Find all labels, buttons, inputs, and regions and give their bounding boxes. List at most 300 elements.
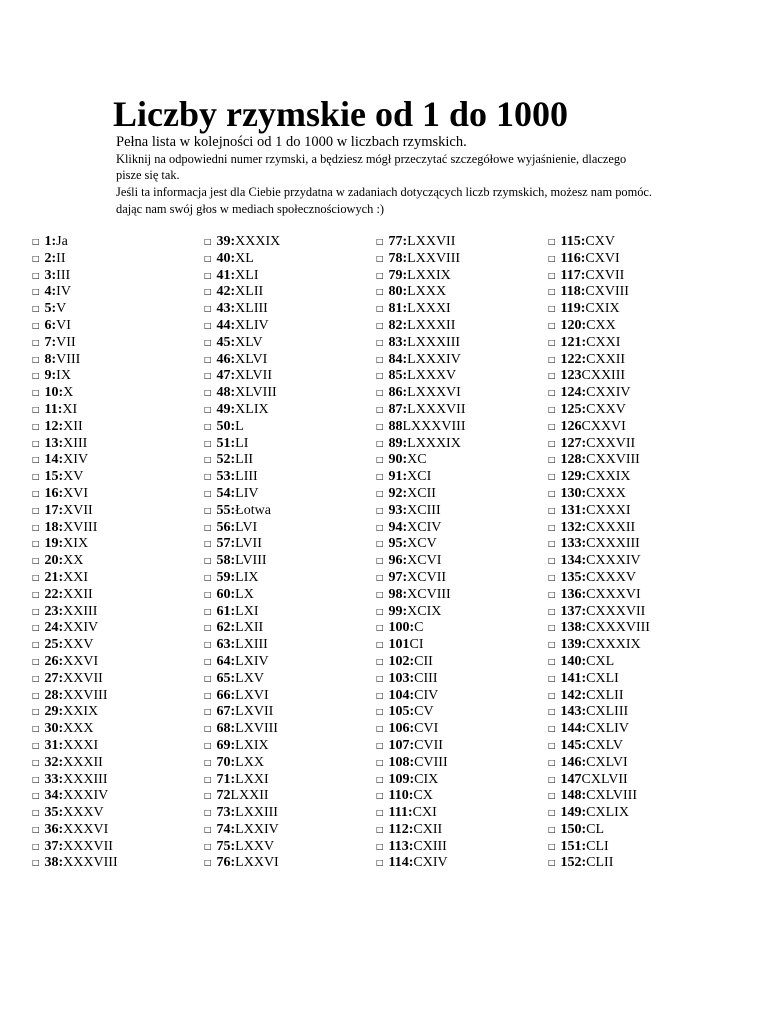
numeral-entry[interactable]	[32, 553, 118, 570]
roman-numeral-link[interactable]: CXLVIII	[586, 788, 637, 804]
numeral-entry[interactable]	[376, 469, 466, 486]
numeral-entry[interactable]	[548, 671, 650, 688]
roman-numeral-link[interactable]: XC	[407, 452, 427, 468]
numeral-entry[interactable]	[548, 570, 650, 587]
roman-numeral-link[interactable]: XLIX	[235, 401, 269, 417]
roman-numeral-link[interactable]: LXXVII	[407, 234, 456, 249]
numeral-entry[interactable]	[376, 436, 466, 453]
roman-numeral-link[interactable]: XXXIII	[63, 771, 108, 787]
roman-numeral-link[interactable]: XXVII	[63, 670, 103, 686]
numeral-entry[interactable]	[376, 721, 466, 738]
numeral-entry[interactable]	[204, 335, 280, 352]
roman-numeral-link[interactable]: XLV	[235, 334, 263, 350]
numeral-entry[interactable]	[376, 419, 466, 436]
roman-numeral-link[interactable]: XXVIII	[63, 687, 108, 703]
numeral-entry[interactable]	[376, 654, 466, 671]
numeral-entry[interactable]	[376, 570, 466, 587]
numeral-entry[interactable]	[548, 688, 650, 705]
numeral-entry[interactable]	[548, 301, 650, 318]
numeral-entry[interactable]	[204, 604, 280, 621]
numeral-entry[interactable]	[204, 839, 280, 856]
numeral-entry[interactable]	[548, 284, 650, 301]
numeral-entry[interactable]	[376, 335, 466, 352]
numeral-entry[interactable]	[376, 251, 466, 268]
numeral-entry[interactable]	[32, 234, 118, 251]
numeral-entry[interactable]	[204, 368, 280, 385]
roman-numeral-link[interactable]: LXVIII	[235, 721, 278, 737]
numeral-entry[interactable]	[204, 469, 280, 486]
numeral-entry[interactable]	[32, 839, 118, 856]
roman-numeral-link[interactable]: XLVII	[235, 368, 272, 384]
roman-numeral-link[interactable]: LXVII	[235, 704, 274, 720]
roman-numeral-link[interactable]: XXI	[63, 569, 89, 585]
numeral-entry[interactable]	[204, 385, 280, 402]
numeral-entry[interactable]	[376, 536, 466, 553]
roman-numeral-link[interactable]: CXV	[585, 234, 615, 249]
numeral-entry[interactable]	[204, 587, 280, 604]
roman-numeral-link[interactable]: CL	[586, 821, 605, 837]
roman-numeral-link[interactable]: XLI	[235, 267, 259, 283]
roman-numeral-link[interactable]: LXXXII	[407, 317, 456, 333]
numeral-entry[interactable]	[548, 520, 650, 537]
roman-numeral-link[interactable]: CXXXVIII	[586, 620, 650, 636]
roman-numeral-link[interactable]: IX	[56, 368, 71, 384]
numeral-entry[interactable]	[548, 704, 650, 721]
numeral-entry[interactable]	[548, 604, 650, 621]
numeral-entry[interactable]	[204, 251, 280, 268]
roman-numeral-link[interactable]: XXVI	[63, 653, 99, 669]
roman-numeral-link[interactable]: XCIX	[407, 603, 442, 619]
roman-numeral-link[interactable]: CXIX	[585, 301, 620, 317]
roman-numeral-link[interactable]: XXIV	[63, 620, 99, 636]
roman-numeral-link[interactable]: CXXIX	[586, 469, 631, 485]
roman-numeral-link[interactable]: XXXII	[63, 754, 103, 770]
numeral-entry[interactable]	[376, 855, 466, 872]
numeral-entry[interactable]	[376, 301, 466, 318]
roman-numeral-link[interactable]: CXLI	[586, 670, 619, 686]
roman-numeral-link[interactable]: XLIII	[235, 301, 268, 317]
roman-numeral-link[interactable]: XXV	[63, 637, 94, 653]
roman-numeral-link[interactable]: CXLIX	[586, 805, 629, 821]
numeral-entry[interactable]	[204, 772, 280, 789]
roman-numeral-link[interactable]: CXXXV	[586, 569, 636, 585]
numeral-entry[interactable]	[204, 553, 280, 570]
roman-numeral-link[interactable]: XXXVIII	[63, 855, 118, 871]
numeral-entry[interactable]	[32, 352, 118, 369]
roman-numeral-link[interactable]: VI	[56, 317, 71, 333]
roman-numeral-link[interactable]: CXVI	[585, 250, 620, 266]
numeral-entry[interactable]	[548, 368, 650, 385]
roman-numeral-link[interactable]: LXVI	[235, 687, 269, 703]
roman-numeral-link[interactable]: CXXXIX	[586, 637, 641, 653]
roman-numeral-link[interactable]: CXXXIII	[586, 536, 640, 552]
numeral-entry[interactable]	[548, 486, 650, 503]
roman-numeral-link[interactable]: CII	[414, 653, 433, 669]
roman-numeral-link[interactable]: LI	[235, 435, 249, 451]
roman-numeral-link[interactable]: XCV	[407, 536, 437, 552]
numeral-entry[interactable]	[32, 688, 118, 705]
roman-numeral-link[interactable]: CVII	[414, 737, 443, 753]
roman-numeral-link[interactable]: XCIII	[407, 502, 441, 518]
roman-numeral-link[interactable]: CXXVIII	[586, 452, 640, 468]
roman-numeral-link[interactable]: CXLV	[586, 737, 623, 753]
numeral-entry[interactable]	[548, 738, 650, 755]
roman-numeral-link[interactable]: CXXXI	[586, 502, 631, 518]
numeral-entry[interactable]	[204, 486, 280, 503]
numeral-entry[interactable]	[204, 805, 280, 822]
roman-numeral-link[interactable]: LIX	[235, 569, 259, 585]
roman-numeral-link[interactable]: LXXXV	[407, 368, 457, 384]
numeral-entry[interactable]	[32, 805, 118, 822]
roman-numeral-link[interactable]: X	[63, 385, 74, 401]
roman-numeral-link[interactable]: XXXI	[63, 737, 99, 753]
numeral-entry[interactable]	[376, 805, 466, 822]
numeral-entry[interactable]	[204, 419, 280, 436]
numeral-entry[interactable]	[376, 637, 466, 654]
numeral-entry[interactable]	[32, 368, 118, 385]
numeral-entry[interactable]	[204, 654, 280, 671]
numeral-entry[interactable]	[32, 436, 118, 453]
numeral-entry[interactable]	[376, 520, 466, 537]
numeral-entry[interactable]	[204, 788, 280, 805]
roman-numeral-link[interactable]: CXXXVI	[586, 586, 641, 602]
roman-numeral-link[interactable]: LXIX	[235, 737, 269, 753]
numeral-entry[interactable]	[204, 855, 280, 872]
roman-numeral-link[interactable]: XCI	[407, 469, 432, 485]
roman-numeral-link[interactable]: XXIX	[63, 704, 99, 720]
numeral-entry[interactable]	[204, 822, 280, 839]
numeral-entry[interactable]	[548, 822, 650, 839]
numeral-entry[interactable]	[376, 620, 466, 637]
roman-numeral-link[interactable]: LXXX	[407, 284, 447, 300]
roman-numeral-link[interactable]: XCII	[407, 485, 436, 501]
roman-numeral-link[interactable]: XXII	[63, 586, 93, 602]
numeral-entry[interactable]	[32, 301, 118, 318]
numeral-entry[interactable]	[32, 385, 118, 402]
roman-numeral-link[interactable]: CXL	[586, 653, 615, 669]
roman-numeral-link[interactable]: XXXV	[63, 805, 104, 821]
numeral-entry[interactable]	[32, 822, 118, 839]
numeral-entry[interactable]	[548, 839, 650, 856]
roman-numeral-link[interactable]: LX	[235, 586, 254, 602]
roman-numeral-link[interactable]: XIV	[63, 452, 89, 468]
roman-numeral-link[interactable]: LXIII	[235, 637, 268, 653]
numeral-entry[interactable]	[376, 553, 466, 570]
roman-numeral-link[interactable]: XL	[235, 250, 254, 266]
roman-numeral-link[interactable]: XX	[63, 553, 84, 569]
roman-numeral-link[interactable]: LXXI	[235, 771, 269, 787]
numeral-entry[interactable]	[376, 234, 466, 251]
roman-numeral-link[interactable]: CXLIII	[586, 704, 629, 720]
roman-numeral-link[interactable]: XXXIX	[235, 234, 281, 249]
roman-numeral-link[interactable]: LXXXIV	[407, 351, 461, 367]
roman-numeral-link[interactable]: CLI	[586, 838, 609, 854]
numeral-entry[interactable]	[204, 755, 280, 772]
roman-numeral-link[interactable]: LXXXVII	[407, 401, 466, 417]
numeral-entry[interactable]	[204, 570, 280, 587]
roman-numeral-link[interactable]: LXI	[235, 603, 259, 619]
numeral-entry[interactable]	[376, 822, 466, 839]
roman-numeral-link[interactable]: XIX	[63, 536, 89, 552]
numeral-entry[interactable]	[204, 268, 280, 285]
numeral-entry[interactable]	[32, 536, 118, 553]
numeral-entry[interactable]	[32, 268, 118, 285]
roman-numeral-link[interactable]: LXXIV	[235, 821, 279, 837]
roman-numeral-link[interactable]: XXXIV	[63, 788, 109, 804]
roman-numeral-link[interactable]: CIII	[414, 670, 438, 686]
roman-numeral-link[interactable]: CXXVI	[581, 418, 626, 434]
numeral-entry[interactable]	[32, 469, 118, 486]
roman-numeral-link[interactable]: XVI	[63, 485, 89, 501]
roman-numeral-link[interactable]: LXXIII	[235, 805, 278, 821]
roman-numeral-link[interactable]: LII	[235, 452, 254, 468]
roman-numeral-link[interactable]: LIII	[235, 469, 258, 485]
numeral-entry[interactable]	[32, 503, 118, 520]
roman-numeral-link[interactable]: CXXXVII	[586, 603, 646, 619]
numeral-entry[interactable]	[204, 234, 280, 251]
roman-numeral-link[interactable]: XCVI	[407, 553, 442, 569]
numeral-entry[interactable]	[204, 704, 280, 721]
roman-numeral-link[interactable]: XVIII	[63, 519, 98, 535]
numeral-entry[interactable]	[204, 301, 280, 318]
numeral-entry[interactable]	[548, 654, 650, 671]
numeral-entry[interactable]	[204, 738, 280, 755]
roman-numeral-link[interactable]: LVIII	[235, 553, 267, 569]
numeral-entry[interactable]	[204, 671, 280, 688]
roman-numeral-link[interactable]: XXXVII	[63, 838, 113, 854]
numeral-entry[interactable]	[376, 772, 466, 789]
numeral-entry[interactable]	[548, 352, 650, 369]
roman-numeral-link[interactable]: VIII	[56, 351, 81, 367]
roman-numeral-link[interactable]: LXXXVIII	[402, 418, 466, 434]
roman-numeral-link[interactable]: CXXII	[586, 351, 626, 367]
roman-numeral-link[interactable]: CXXIV	[586, 385, 631, 401]
roman-numeral-link[interactable]: LVI	[235, 519, 258, 535]
roman-numeral-link[interactable]: XCVII	[407, 569, 447, 585]
numeral-entry[interactable]	[376, 385, 466, 402]
numeral-entry[interactable]	[376, 368, 466, 385]
numeral-entry[interactable]	[376, 839, 466, 856]
numeral-entry[interactable]	[548, 503, 650, 520]
numeral-entry[interactable]	[548, 855, 650, 872]
numeral-entry[interactable]	[32, 402, 118, 419]
roman-numeral-link[interactable]: CXXXII	[586, 519, 636, 535]
numeral-entry[interactable]	[32, 704, 118, 721]
numeral-entry[interactable]	[548, 755, 650, 772]
roman-numeral-link[interactable]: XCVIII	[407, 586, 451, 602]
numeral-entry[interactable]	[376, 704, 466, 721]
numeral-entry[interactable]	[548, 419, 650, 436]
numeral-entry[interactable]	[32, 251, 118, 268]
numeral-entry[interactable]	[376, 671, 466, 688]
numeral-entry[interactable]	[204, 452, 280, 469]
numeral-entry[interactable]	[32, 772, 118, 789]
numeral-entry[interactable]	[32, 604, 118, 621]
numeral-entry[interactable]	[376, 503, 466, 520]
roman-numeral-link[interactable]: LXXVIII	[407, 250, 461, 266]
numeral-entry[interactable]	[204, 402, 280, 419]
numeral-entry[interactable]	[204, 436, 280, 453]
roman-numeral-link[interactable]: CXIII	[413, 838, 447, 854]
roman-numeral-link[interactable]: LXXXVI	[407, 385, 461, 401]
numeral-entry[interactable]	[548, 772, 650, 789]
roman-numeral-link[interactable]: CI	[409, 637, 424, 653]
numeral-entry[interactable]	[548, 721, 650, 738]
roman-numeral-link[interactable]: XVII	[63, 502, 93, 518]
roman-numeral-link[interactable]: XV	[63, 469, 84, 485]
numeral-entry[interactable]	[376, 688, 466, 705]
numeral-entry[interactable]	[32, 486, 118, 503]
roman-numeral-link[interactable]: LVII	[235, 536, 262, 552]
roman-numeral-link[interactable]: LXXV	[235, 838, 275, 854]
numeral-entry[interactable]	[32, 318, 118, 335]
numeral-entry[interactable]	[32, 284, 118, 301]
roman-numeral-link[interactable]: LXX	[235, 754, 264, 770]
numeral-entry[interactable]	[204, 520, 280, 537]
roman-numeral-link[interactable]: CXX	[586, 317, 616, 333]
numeral-entry[interactable]	[204, 318, 280, 335]
numeral-entry[interactable]	[548, 620, 650, 637]
roman-numeral-link[interactable]: CXLII	[586, 687, 624, 703]
roman-numeral-link[interactable]: XI	[62, 401, 78, 417]
roman-numeral-link[interactable]: LXXIX	[407, 267, 451, 283]
numeral-entry[interactable]	[548, 587, 650, 604]
numeral-entry[interactable]	[204, 503, 280, 520]
roman-numeral-link[interactable]: XIII	[63, 435, 88, 451]
numeral-entry[interactable]	[204, 536, 280, 553]
roman-numeral-link[interactable]: XLIV	[235, 317, 269, 333]
numeral-entry[interactable]	[32, 671, 118, 688]
roman-numeral-link[interactable]: Ja	[56, 234, 68, 249]
numeral-entry[interactable]	[376, 452, 466, 469]
numeral-entry[interactable]	[32, 738, 118, 755]
roman-numeral-link[interactable]: CXXX	[586, 485, 626, 501]
numeral-entry[interactable]	[548, 553, 650, 570]
roman-numeral-link[interactable]: CXI	[412, 805, 437, 821]
numeral-entry[interactable]	[548, 268, 650, 285]
roman-numeral-link[interactable]: CVI	[414, 721, 439, 737]
roman-numeral-link[interactable]: CX	[413, 788, 433, 804]
numeral-entry[interactable]	[32, 755, 118, 772]
roman-numeral-link[interactable]: L	[235, 418, 244, 434]
roman-numeral-link[interactable]: CLII	[586, 855, 614, 871]
roman-numeral-link[interactable]: LXXVI	[235, 855, 279, 871]
numeral-entry[interactable]	[32, 335, 118, 352]
numeral-entry[interactable]	[32, 637, 118, 654]
roman-numeral-link[interactable]: CXXXIV	[586, 553, 641, 569]
roman-numeral-link[interactable]: CXVIII	[585, 284, 629, 300]
roman-numeral-link[interactable]: III	[56, 267, 71, 283]
numeral-entry[interactable]	[204, 688, 280, 705]
roman-numeral-link[interactable]: CXII	[413, 821, 443, 837]
numeral-entry[interactable]	[548, 452, 650, 469]
numeral-entry[interactable]	[32, 721, 118, 738]
numeral-entry[interactable]	[548, 234, 650, 251]
numeral-entry[interactable]	[32, 620, 118, 637]
roman-numeral-link[interactable]: CIX	[414, 771, 439, 787]
numeral-entry[interactable]	[548, 469, 650, 486]
roman-numeral-link[interactable]: XCIV	[407, 519, 442, 535]
numeral-entry[interactable]	[376, 788, 466, 805]
numeral-entry[interactable]	[376, 352, 466, 369]
roman-numeral-link[interactable]: LIV	[235, 485, 259, 501]
roman-numeral-link[interactable]: CXLIV	[586, 721, 629, 737]
roman-numeral-link[interactable]: XXX	[63, 721, 94, 737]
numeral-entry[interactable]	[376, 755, 466, 772]
numeral-entry[interactable]	[204, 721, 280, 738]
roman-numeral-link[interactable]: C	[414, 620, 424, 636]
roman-numeral-link[interactable]: XXXVI	[63, 821, 109, 837]
numeral-entry[interactable]	[548, 335, 650, 352]
numeral-entry[interactable]	[376, 318, 466, 335]
roman-numeral-link[interactable]: LXXXI	[407, 301, 451, 317]
roman-numeral-link[interactable]: VII	[56, 334, 76, 350]
numeral-entry[interactable]	[376, 486, 466, 503]
numeral-entry[interactable]	[204, 284, 280, 301]
numeral-entry[interactable]	[548, 788, 650, 805]
numeral-entry[interactable]	[548, 805, 650, 822]
numeral-entry[interactable]	[32, 587, 118, 604]
roman-numeral-link[interactable]: II	[56, 250, 66, 266]
roman-numeral-link[interactable]: LXXXIX	[407, 435, 461, 451]
roman-numeral-link[interactable]: XLII	[235, 284, 264, 300]
numeral-entry[interactable]	[548, 536, 650, 553]
numeral-entry[interactable]	[32, 788, 118, 805]
numeral-entry[interactable]	[32, 570, 118, 587]
roman-numeral-link[interactable]: CXVII	[585, 267, 625, 283]
numeral-entry[interactable]	[204, 352, 280, 369]
roman-numeral-link[interactable]: CXLVI	[586, 754, 628, 770]
roman-numeral-link[interactable]: CIV	[414, 687, 439, 703]
numeral-entry[interactable]	[204, 637, 280, 654]
roman-numeral-link[interactable]: CV	[414, 704, 434, 720]
numeral-entry[interactable]	[548, 436, 650, 453]
numeral-entry[interactable]	[548, 318, 650, 335]
numeral-entry[interactable]	[376, 268, 466, 285]
numeral-entry[interactable]	[32, 654, 118, 671]
numeral-entry[interactable]	[32, 419, 118, 436]
roman-numeral-link[interactable]: V	[56, 301, 67, 317]
roman-numeral-link[interactable]: LXXXIII	[407, 334, 461, 350]
roman-numeral-link[interactable]: Łotwa	[235, 502, 271, 518]
numeral-entry[interactable]	[548, 385, 650, 402]
roman-numeral-link[interactable]: LXIV	[235, 653, 269, 669]
roman-numeral-link[interactable]: XLVI	[235, 351, 268, 367]
roman-numeral-link[interactable]: CXIV	[413, 855, 448, 871]
roman-numeral-link[interactable]: LXII	[235, 620, 264, 636]
numeral-entry[interactable]	[548, 402, 650, 419]
roman-numeral-link[interactable]: CXXVII	[586, 435, 636, 451]
roman-numeral-link[interactable]: IV	[56, 284, 71, 300]
roman-numeral-link[interactable]: CXXIII	[581, 368, 626, 384]
numeral-entry[interactable]	[32, 855, 118, 872]
numeral-entry[interactable]	[376, 587, 466, 604]
roman-numeral-link[interactable]: CXLVII	[581, 771, 628, 787]
roman-numeral-link[interactable]: XII	[63, 418, 83, 434]
numeral-entry[interactable]	[32, 520, 118, 537]
numeral-entry[interactable]	[376, 284, 466, 301]
roman-numeral-link[interactable]: CXXV	[586, 401, 626, 417]
numeral-entry[interactable]	[32, 452, 118, 469]
numeral-entry[interactable]	[548, 637, 650, 654]
roman-numeral-link[interactable]: XXIII	[63, 603, 98, 619]
roman-numeral-link[interactable]: LXV	[235, 670, 264, 686]
roman-numeral-link[interactable]: LXXII	[230, 788, 269, 804]
roman-numeral-link[interactable]: XLVIII	[235, 385, 277, 401]
roman-numeral-link[interactable]: CVIII	[414, 754, 448, 770]
numeral-entry[interactable]	[376, 738, 466, 755]
numeral-entry[interactable]	[204, 620, 280, 637]
